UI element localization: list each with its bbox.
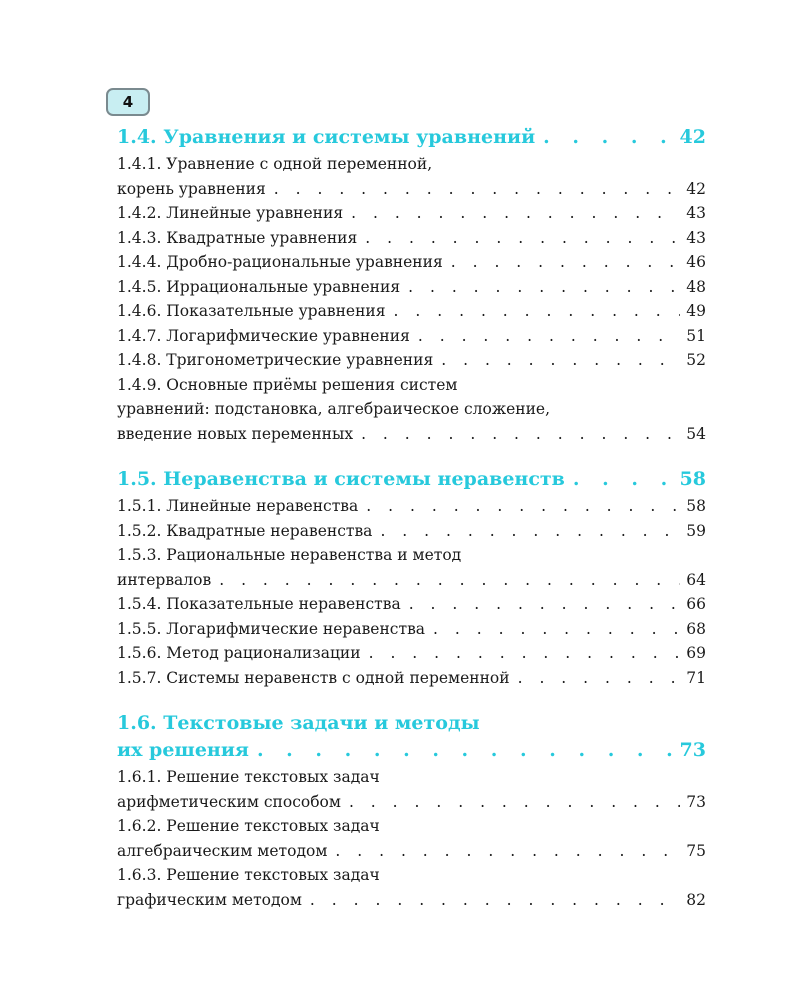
toc-entry-row[interactable] [117, 299, 706, 324]
toc-entry-row[interactable] [117, 592, 706, 617]
page-number-badge: 4 [106, 88, 150, 116]
toc-entry-row[interactable] [117, 324, 706, 349]
toc-entry-title: введение новых переменных [117, 424, 354, 443]
toc-entry-title: алгебраическим методом [117, 841, 328, 860]
toc-entry-page-number: 59 [686, 521, 706, 540]
dot-leader [394, 299, 680, 324]
section-heading-page-number: 58 [679, 468, 706, 490]
toc-entry-title: 1.4.5. Иррациональные уравнения [117, 277, 401, 296]
toc-entry-page-number: 64 [686, 570, 706, 589]
toc-entry-title: 1.4.7. Логарифмические уравнения [117, 326, 410, 345]
dot-leader [219, 568, 680, 593]
dot-leader [351, 201, 680, 226]
toc-entry-line: 1.6.2. Решение текстовых задач [117, 817, 380, 835]
toc-entry-title: 1.5.6. Метод рационализации [117, 644, 361, 662]
toc-entry-page-number: 66 [686, 595, 706, 613]
toc-entry-title: корень уравнения [117, 179, 266, 198]
table-of-contents [117, 124, 706, 932]
toc-entry-title: арифметическим способом [117, 792, 341, 811]
toc-entry-page-number: 68 [686, 619, 706, 638]
dot-leader [433, 617, 680, 642]
dot-leader [335, 839, 680, 864]
toc-entry-row[interactable] [117, 201, 706, 226]
toc-section [117, 466, 706, 690]
toc-entry-title: интервалов [117, 570, 212, 589]
toc-entry-title: 1.4.3. Квадратные уравнения [117, 228, 358, 247]
toc-entry-page-number: 71 [686, 668, 706, 687]
toc-entry-page-number: 43 [686, 228, 706, 247]
toc-entry-title: 1.5.4. Показательные неравенства [117, 595, 401, 613]
toc-entry-title: 1.4.6. Показательные уравнения [117, 302, 386, 320]
toc-entry-row[interactable] [117, 348, 706, 373]
section-heading-title: 1.4. Уравнения и системы уравнений [117, 126, 536, 148]
section-heading-title: их решения [117, 739, 249, 761]
dot-leader [451, 250, 680, 275]
toc-entry-row[interactable] [117, 519, 706, 544]
dot-leader [366, 494, 680, 519]
section-heading-row[interactable] [117, 124, 706, 151]
dot-leader [418, 324, 680, 349]
toc-entry-row[interactable] [117, 494, 706, 519]
toc-entry-row[interactable] [117, 666, 706, 691]
section-heading-row[interactable] [117, 466, 706, 493]
section-heading-row[interactable] [117, 737, 706, 764]
toc-entry-page-number: 52 [686, 351, 706, 369]
toc-entry-row[interactable] [117, 790, 706, 815]
toc-entry-line: 1.5.3. Рациональные неравенства и метод [117, 546, 462, 564]
toc-entry-title: 1.5.1. Линейные неравенства [117, 497, 359, 515]
toc-entry-page-number: 73 [686, 792, 706, 811]
toc-entry-title: 1.4.2. Линейные уравнения [117, 204, 344, 222]
dot-leader [369, 641, 680, 666]
dot-leader [349, 790, 680, 815]
toc-entry-page-number: 42 [686, 179, 706, 198]
toc-entry-title: 1.5.2. Квадратные неравенства [117, 521, 373, 540]
dot-leader [573, 466, 676, 493]
section-heading-line: 1.6. Текстовые задачи и методы [117, 712, 480, 734]
toc-entry-row[interactable] [117, 617, 706, 642]
toc-entry-row[interactable] [117, 226, 706, 251]
toc-entry-line: 1.4.9. Основные приёмы решения систем [117, 375, 458, 394]
dot-leader [441, 348, 680, 373]
toc-entry-line: 1.6.3. Решение текстовых задач [117, 866, 380, 884]
dot-leader [310, 888, 680, 913]
dot-leader [543, 124, 675, 151]
toc-entry-row[interactable] [117, 888, 706, 913]
dot-leader [380, 519, 680, 544]
dot-leader [409, 592, 680, 617]
toc-entry-title: графическим методом [117, 890, 302, 909]
toc-section [117, 710, 706, 912]
dot-leader [361, 422, 680, 447]
dot-leader [257, 737, 676, 764]
toc-entry-row[interactable] [117, 275, 706, 300]
toc-entry-page-number: 58 [686, 497, 706, 515]
dot-leader [365, 226, 680, 251]
dot-leader [408, 275, 680, 300]
toc-entry-page-number: 69 [686, 644, 706, 662]
dot-leader [518, 666, 680, 691]
toc-entry-line: 1.6.1. Решение текстовых задач [117, 768, 380, 786]
toc-entry-row[interactable] [117, 568, 706, 593]
toc-section [117, 124, 706, 446]
toc-entry-row[interactable] [117, 177, 706, 202]
toc-entry-page-number: 43 [686, 204, 706, 222]
section-heading-title: 1.5. Неравенства и системы неравенств [117, 468, 565, 490]
toc-entry-page-number: 75 [686, 841, 706, 860]
toc-entry-title: 1.5.7. Системы неравенств с одной переменной [117, 668, 510, 687]
toc-entry-title: 1.4.8. Тригонометрические уравнения [117, 351, 434, 369]
section-heading-page-number: 73 [679, 739, 706, 761]
toc-entry-page-number: 51 [686, 326, 706, 345]
toc-entry-page-number: 82 [686, 890, 706, 909]
toc-entry-row[interactable] [117, 250, 706, 275]
toc-entry-page-number: 46 [686, 253, 706, 271]
dot-leader [274, 177, 680, 202]
toc-entry-page-number: 48 [686, 277, 706, 296]
toc-entry-page-number: 54 [686, 424, 706, 443]
toc-entry-title: 1.4.4. Дробно-рациональные уравнения [117, 253, 443, 271]
toc-entry-page-number: 49 [686, 302, 706, 320]
toc-entry-row[interactable] [117, 422, 706, 447]
toc-entry-row[interactable] [117, 839, 706, 864]
section-heading-page-number: 42 [679, 126, 706, 148]
toc-entry-title: 1.5.5. Логарифмические неравенства [117, 619, 426, 638]
toc-entry-line: 1.4.1. Уравнение с одной переменной, [117, 155, 433, 173]
toc-entry-line: уравнений: подстановка, алгебраическое сложение, [117, 400, 551, 418]
toc-entry-row[interactable] [117, 641, 706, 666]
